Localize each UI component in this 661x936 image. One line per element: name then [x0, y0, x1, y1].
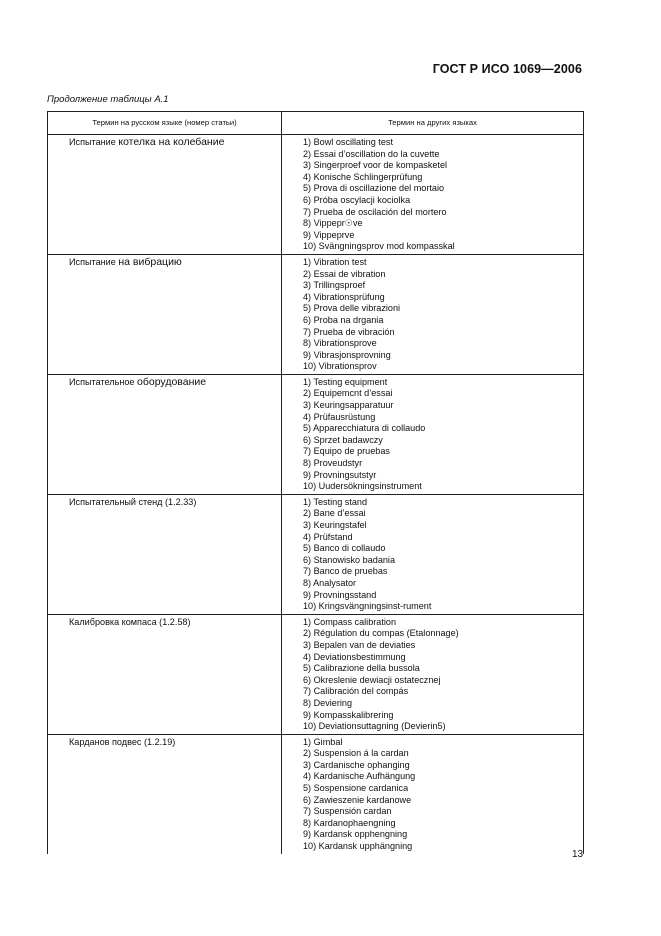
russian-term-text: Испытание: [69, 256, 119, 267]
translation-item: 4) Prüfstand: [303, 531, 353, 542]
translation-item: 2) Régulation du compas (Etalonnage): [303, 628, 459, 639]
translations-cell: [282, 374, 584, 494]
table-row: [48, 494, 584, 614]
translation-item: 6) Okreslenie dewiacji ostatecznej: [303, 674, 441, 685]
translation-item: 10) Svängningsprov mod kompasskal: [303, 241, 455, 252]
translation-item: 1) Vibration test: [303, 256, 367, 267]
translation-item: 6) Próba oscylacji kociolka: [303, 194, 411, 205]
translation-item: 4) Vibrationsprüfung: [303, 291, 385, 302]
translation-item: 9) Kardansk opphengning: [303, 829, 408, 840]
translation-item: 3) Trillingsproef: [303, 280, 366, 291]
russian-term-text: Карданов подвес (1.2.19): [69, 736, 176, 747]
translation-item: 5) Banco di collaudo: [303, 543, 386, 554]
translation-item: 1) Bowl oscillating test: [303, 137, 393, 147]
translation-item: 2) Bane d’essai: [303, 508, 366, 519]
translation-item: 7) Prueba de vibración: [303, 326, 395, 337]
translation-item: 4) Konische Schlingerprüfung: [303, 171, 423, 182]
translation-item: 8) Deviering: [303, 697, 353, 708]
russian-term-text-large: оборудование: [137, 375, 207, 388]
translation-item: 2) Equipemcnt d’essai: [303, 388, 393, 399]
translation-item: 5) Calibrazione della bussola: [303, 663, 420, 674]
translation-item: 6) Zawieszenie kardanowe: [303, 794, 412, 805]
translation-item: 9) Vibrasjonsprovning: [303, 349, 391, 360]
translation-item: 8) Vibrationsprove: [303, 338, 377, 349]
translation-item: 7) Equipo de pruebas: [303, 446, 390, 457]
table-body: [48, 135, 584, 854]
translation-item: 10) Kardansk upphängning: [303, 841, 413, 852]
table-row: [48, 374, 584, 494]
russian-term-cell: [48, 494, 282, 614]
translation-item: 10) Vibrationsprov: [303, 361, 377, 372]
translation-item: 4) Prüfausrüstung: [303, 411, 376, 422]
translation-item: 1) Testing stand: [303, 496, 368, 507]
translation-item: 3) Keuringsapparatuur: [303, 400, 394, 411]
russian-term-cell: [48, 254, 282, 374]
russian-term-cell: [48, 374, 282, 494]
translation-item: 2) Suspension á la cardan: [303, 748, 409, 759]
translation-item: 9) Kompasskalibrering: [303, 709, 394, 720]
translation-item: 5) Prova delle vibrazioni: [303, 303, 401, 314]
russian-term-cell: [48, 135, 282, 255]
table-row: [48, 135, 584, 255]
translation-item: 5) Apparecchiatura di collaudo: [303, 423, 426, 434]
translation-item: 3) Bepalen van de deviaties: [303, 639, 416, 650]
russian-term-text: Испытательный стенд (1.2.33): [69, 496, 197, 507]
translation-item: 1) Testing equipment: [303, 376, 388, 387]
terms-table: [47, 111, 584, 854]
translation-item: 1) Compass calibration: [303, 616, 396, 627]
translation-item: 6) Sprzet badawczy: [303, 434, 383, 445]
translations-cell: [282, 734, 584, 853]
translation-item: 7) Suspensión cardan: [303, 806, 392, 817]
translation-item: 5) Prova di oscillazione del mortaio: [303, 183, 445, 194]
russian-term-text: Калибровка компаса (1.2.58): [69, 616, 191, 627]
translation-item: 9) Provningsutstyr: [303, 469, 377, 480]
translation-item: 4) Deviationsbestimmung: [303, 651, 406, 662]
translations-cell: [282, 494, 584, 614]
translation-item: 5) Sospensione cardanica: [303, 783, 409, 794]
translations-cell: [282, 254, 584, 374]
translation-item: 10) Kringsvängningsinst-rument: [303, 601, 432, 612]
table-row: [48, 254, 584, 374]
table-row: [48, 614, 584, 734]
translation-item: 4) Kardanische Aufhängung: [303, 771, 416, 782]
table-header-row: [48, 112, 584, 135]
translation-item: 9) Provningsstand: [303, 589, 377, 600]
translation-item: 8) Proveudstyr: [303, 458, 363, 469]
translation-item: 3) Singerproef voor de kompasketel: [303, 160, 448, 171]
translation-item: 7) Prueba de oscilación del mortero: [303, 206, 447, 217]
russian-term-cell: [48, 734, 282, 853]
table-continuation-caption: Продолжение таблицы А.1: [47, 94, 169, 105]
translation-item: 6) Stanowisko badania: [303, 554, 396, 565]
translation-item: 8) Kardanophaengning: [303, 817, 396, 828]
translation-item: 10) Deviationsuttagning (Devierin5): [303, 721, 446, 732]
russian-term-cell: [48, 614, 282, 734]
column-header-russian: Термин на русском языке (номер статьи): [48, 112, 282, 135]
translations-cell: [282, 614, 584, 734]
translation-item: 7) Banco de pruebas: [303, 566, 388, 577]
translation-item: 2) Essai de vibration: [303, 268, 386, 279]
translation-item: 9) Vippeprve: [303, 229, 355, 240]
translation-item: 10) Uudersökningsinstrument: [303, 481, 422, 492]
translations-cell: [282, 135, 584, 255]
translation-item: 3) Cardanische ophanging: [303, 759, 410, 770]
document-id-header: ГОСТ Р ИСО 1069—2006: [432, 62, 582, 76]
table-row: [48, 734, 584, 853]
translation-item: 6) Proba na drgania: [303, 314, 384, 325]
translation-item: 2) Essai d’oscillation do la cuvette: [303, 148, 440, 159]
translation-item: 8) Vippepr☉ve: [303, 218, 363, 229]
translation-item: 7) Calibración del compás: [303, 686, 409, 697]
translation-item: 1) Gimbal: [303, 736, 343, 747]
russian-term-text-large: на вибрацию: [118, 255, 182, 268]
translation-item: 8) Analysator: [303, 577, 357, 588]
translation-item: 3) Keuringstafel: [303, 520, 367, 530]
page-number: 13: [572, 849, 584, 860]
russian-term-text-large: котелка на колебание: [118, 136, 225, 148]
russian-term-text: Испытание: [69, 137, 119, 147]
column-header-other-languages: Термин на других языках: [282, 112, 584, 135]
russian-term-text: Испытательное: [69, 376, 137, 387]
